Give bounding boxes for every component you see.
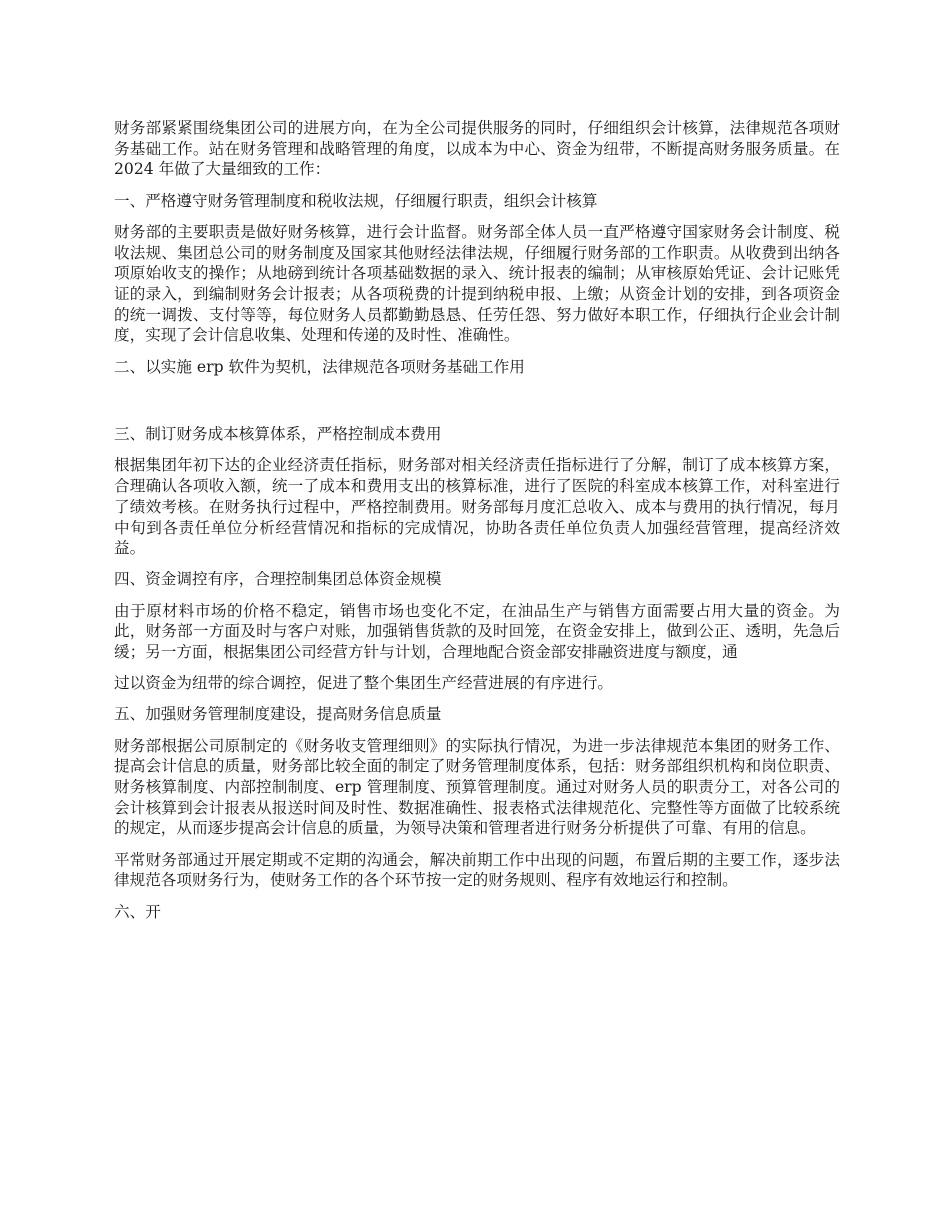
section-heading-2: 二、以实施 erp 软件为契机，法律规范各项财务基础工作用 <box>114 357 525 376</box>
section-heading-5: 五、加强财务管理制度建设，提高财务信息质量 <box>114 705 442 724</box>
section-1-paragraph: 财务部的主要职责是做好财务核算，进行会计监督。财务部全体人员一直严格遵守国家财务会计制度、税收法规、集团总公司的财务制度及国家其他财经法律法规，仔细履行财务部的工作职责。从收费到出纳各项原始收支的操作；从地磅到统计各项基础数据的录入、统计报表的编制；从审核原始凭证、会计记账凭证的录入，到编制财务会计报表；从各项税费的计提到纳税申报、上缴；从资金计划的安排，到各项资金的统一调拨、支付等等，每位财务人员都勤勤恳恳、任劳任怨、努力做好本职工作，仔细执行企业会计制度，实现了会计信息收集、处理和传递的及时性、准确性。 <box>114 222 840 345</box>
section-heading-3: 三、制订财务成本核算体系，严格控制成本费用 <box>114 425 442 444</box>
section-heading-6: 六、开 <box>114 902 161 921</box>
section-3-paragraph: 根据集团年初下达的企业经济责任指标，财务部对相关经济责任指标进行了分解，制订了成本核算方案，合理确认各项收入额，统一了成本和费用支出的核算标准，进行了医院的科室成本核算工作，对科室进行了绩效考核。在财务执行过程中，严格控制费用。财务部每月度汇总收入、成本与费用的执行情况，每月中旬到各责任单位分析经营情况和指标的完成情况，协助各责任单位负责人加强经营管理，提高经济效益。 <box>114 456 840 558</box>
section-4-paragraph: 由于原材料市场的价格不稳定，销售市场也变化不定，在油品生产与销售方面需要占用大量的资金。为此，财务部一方面及时与客户对账，加强销售货款的及时回笼，在资金安排上，做到公正、透明，先急后缓；另一方面，根据集团公司经营方针与计划，合理地配合资金部安排融资进度与额度，通 <box>114 601 840 662</box>
section-heading-1: 一、严格遵守财务管理制度和税收法规，仔细履行职责，组织会计核算 <box>114 191 598 210</box>
section-5-paragraph: 财务部根据公司原制定的《财务收支管理细则》的实际执行情况，为进一步法律规范本集团的财务工作、提高会计信息的质量，财务部比较全面的制定了财务管理制度体系，包括：财务部组织机构和岗位职责、财务核算制度、内部控制制度、erp 管理制度、预算管理制度。通过对财务人员的职责分工，对各公司的会计核算到会计报表从报送时间及时性、数据准确性、报表格式法律规范化、完整性等方面做了比较系统的规定，从而逐步提高会计信息的质量，为领导决策和管理者进行财务分析提供了可靠、有用的信息。 <box>114 736 840 838</box>
intro-paragraph: 财务部紧紧围绕集团公司的进展方向，在为全公司提供服务的同时，仔细组织会计核算，法律规范各项财务基础工作。站在财务管理和战略管理的角度，以成本为中心、资金为纽带，不断提高财务服务质量。在 2024 年做了大量细致的工作： <box>114 119 840 179</box>
section-5-paragraph-2: 平常财务部通过开展定期或不定期的沟通会，解决前期工作中出现的问题，布置后期的主要工作，逐步法律规范各项财务行为，使财务工作的各个环节按一定的财务规则、程序有效地运行和控制。 <box>114 850 840 890</box>
section-4-continuation: 过以资金为纽带的综合调控，促进了整个集团生产经营进展的有序进行。 <box>114 674 614 693</box>
section-heading-4: 四、资金调控有序，合理控制集团总体资金规模 <box>114 570 442 589</box>
document-body <box>114 118 840 933</box>
